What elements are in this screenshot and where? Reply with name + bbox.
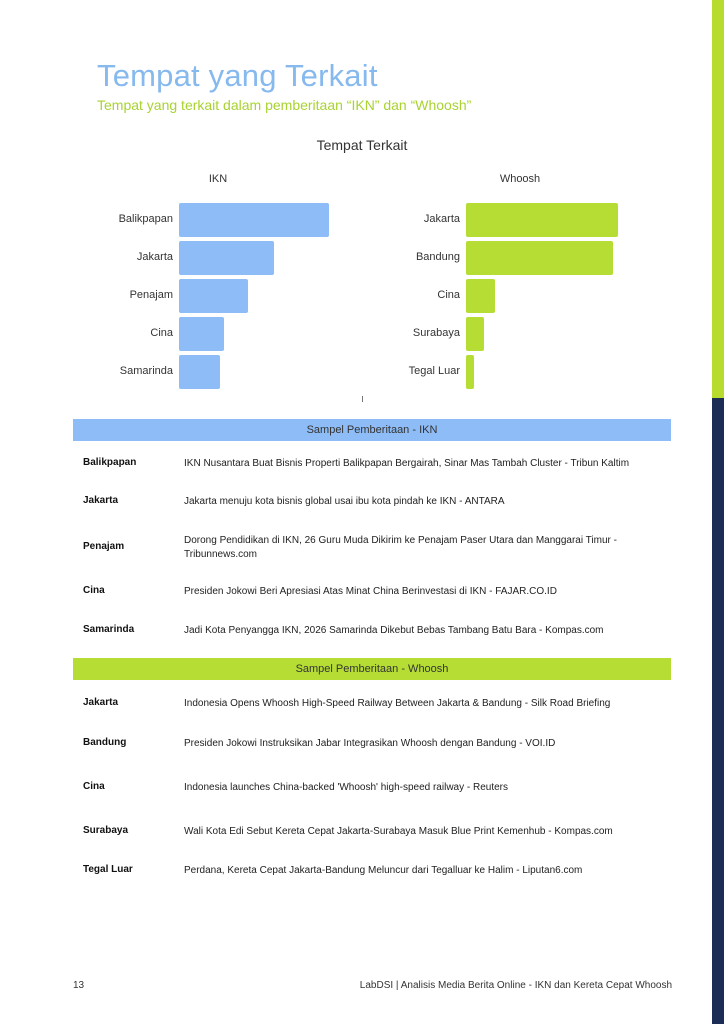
sample-headline: Indonesia launches China-backed 'Whoosh' high-speed railway - Reuters [184, 782, 508, 793]
chart-category-label-whoosh: Jakarta [423, 213, 460, 225]
chart-panel-title-ikn: IKN [208, 173, 228, 185]
chart-bar-ikn [179, 203, 329, 237]
sample-headline: Wali Kota Edi Sebut Kereta Cepat Jakarta-Surabaya Masuk Blue Print Kemenhub - Kompas.com [184, 826, 613, 837]
chart-title: Tempat Terkait [316, 137, 408, 153]
chart-bar-ikn [179, 279, 248, 313]
decorative-edge-green [712, 0, 724, 398]
chart-category-label-whoosh: Bandung [415, 251, 460, 263]
sample-place: Balikpapan [83, 457, 137, 468]
sample-place: Cina [83, 585, 105, 596]
sample-headline: Jadi Kota Penyangga IKN, 2026 Samarinda Dikebut Bebas Tambang Batu Bara - Kompas.com [184, 625, 604, 636]
ikn-section-header: Sampel Pemberitaan - IKN [73, 419, 671, 441]
sample-place: Jakarta [83, 495, 119, 506]
chart-panel-title-whoosh: Whoosh [499, 173, 541, 185]
sample-headline: Perdana, Kereta Cepat Jakarta-Bandung Meluncur dari Tegalluar ke Halim - Liputan6.com [184, 865, 583, 876]
sample-headline: Dorong Pendidikan di IKN, 26 Guru Muda Dikirim ke Penajam Paser Utara dan Manggarai Timur - Tribunnews.com [184, 535, 617, 560]
chart-category-label-ikn: Balikpapan [118, 213, 173, 225]
chart-category-label-ikn: Cina [150, 327, 173, 339]
chart-bar-whoosh [466, 241, 613, 275]
chart-category-label-whoosh: Cina [437, 289, 460, 301]
page-number: 13 [73, 980, 85, 991]
sample-place: Jakarta [83, 697, 119, 708]
chart-category-label-whoosh: Tegal Luar [408, 365, 460, 377]
chart-bar-whoosh [466, 317, 484, 351]
chart-category-label-ikn: Jakarta [136, 251, 173, 263]
whoosh-section-header: Sampel Pemberitaan - Whoosh [73, 658, 671, 680]
sample-place: Surabaya [83, 825, 129, 836]
sample-place: Penajam [83, 541, 125, 552]
chart-bar-ikn [179, 317, 224, 351]
chart-category-label-ikn: Samarinda [119, 365, 173, 377]
chart-bar-whoosh [466, 279, 495, 313]
sample-place: Bandung [83, 737, 127, 748]
decorative-edge-navy [712, 398, 724, 1024]
chart-axis-tick [362, 396, 363, 402]
chart-category-label-ikn: Penajam [129, 289, 173, 301]
chart-bar-whoosh [466, 355, 474, 389]
sample-headline: Jakarta menuju kota bisnis global usai ibu kota pindah ke IKN - ANTARA [184, 496, 505, 507]
sample-place: Tegal Luar [83, 864, 133, 875]
chart-bar-ikn [179, 241, 274, 275]
sample-place: Samarinda [83, 624, 135, 635]
sample-headline: Presiden Jokowi Instruksikan Jabar Integrasikan Whoosh dengan Bandung - VOI.ID [184, 738, 556, 749]
footer-text: LabDSI | Analisis Media Berita Online - IKN dan Kereta Cepat Whoosh [359, 980, 672, 991]
chart-bar-whoosh [466, 203, 618, 237]
sample-headline: Indonesia Opens Whoosh High-Speed Railway Between Jakarta & Bandung - Silk Road Briefing [184, 698, 611, 709]
sample-place: Cina [83, 781, 105, 792]
chart-category-label-whoosh: Surabaya [412, 327, 460, 339]
sample-headline: Presiden Jokowi Beri Apresiasi Atas Minat China Berinvestasi di IKN - FAJAR.CO.ID [184, 586, 557, 597]
chart-bar-ikn [179, 355, 220, 389]
page-title: Tempat yang Terkait [97, 58, 378, 93]
page-subtitle: Tempat yang terkait dalam pemberitaan “IKN” dan “Whoosh” [97, 97, 472, 113]
sample-headline: IKN Nusantara Buat Bisnis Properti Balikpapan Bergairah, Sinar Mas Tambah Cluster - Tribun Kaltim [184, 458, 630, 469]
